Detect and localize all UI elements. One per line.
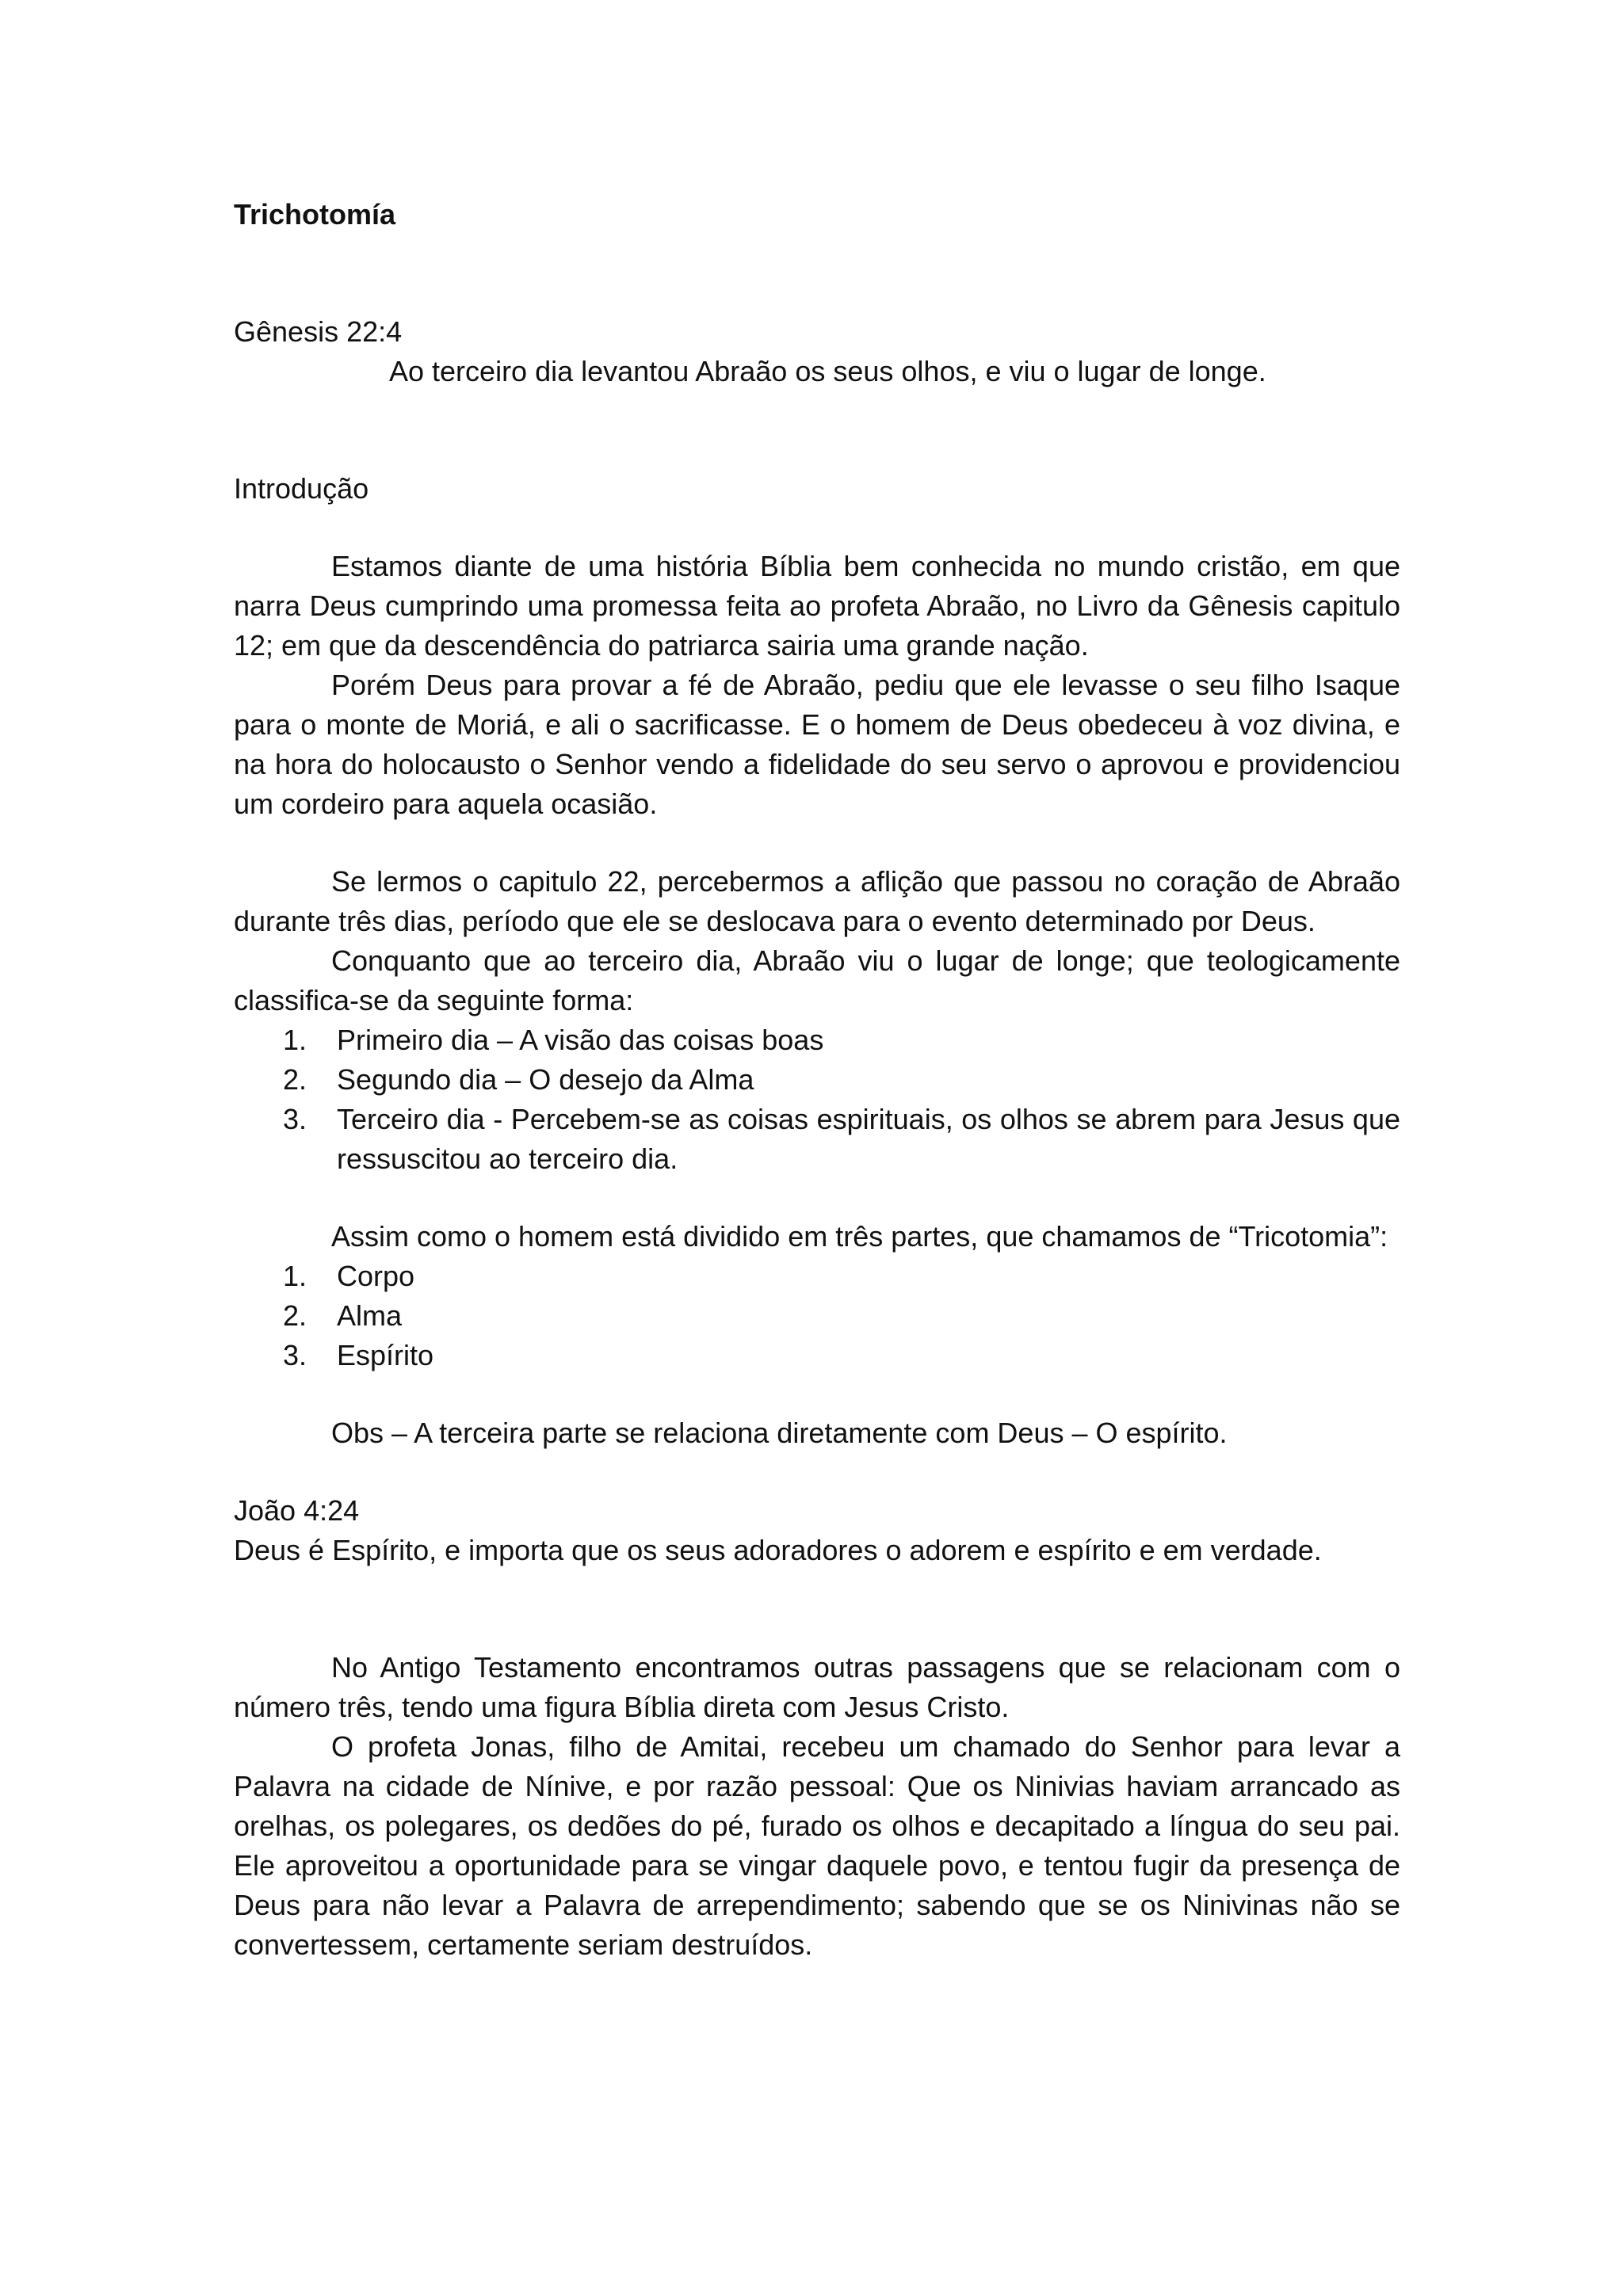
list-text: Terceiro dia - Percebem-se as coisas espirituais, os olhos se abrem para Jesus que ressuscitou ao terceiro dia. xyxy=(337,1103,1400,1175)
list-number: 1. xyxy=(283,1260,307,1292)
paragraph-4: Conquanto que ao terceiro dia, Abraão viu o lugar de longe; que teologicamente classifica-se da seguinte forma: xyxy=(234,944,1400,1016)
epigraph-text: Ao terceiro dia levantou Abraão os seus olhos, e viu o lugar de longe. xyxy=(389,355,1266,387)
parts-list xyxy=(234,1257,1400,1375)
document-body xyxy=(234,195,1400,1965)
paragraph-5: Assim como o homem está dividido em três partes, que chamamos de “Tricotomia”: xyxy=(331,1220,1388,1253)
list-number: 2. xyxy=(283,1063,307,1096)
john-reference: João 4:24 xyxy=(234,1494,360,1527)
paragraph-3: Se lermos o capitulo 22, percebermos a aflição que passou no coração de Abraão durante três dias, período que ele se deslocava para o evento determinado por Deus. xyxy=(234,865,1400,937)
paragraph-7: O profeta Jonas, filho de Amitai, recebeu um chamado do Senhor para levar a Palavra na cidade de Nínive, e por razão pessoal: Que os Ninivias haviam arrancado as orelhas, os polegares, os dedões do pé, furado os olhos e decapitado a língua do seu pai. Ele aproveitou a oportunidade para se vingar daquele povo, e tentou fugir da presença de Deus para não levar a Palavra de arrependimento; sabendo que se os Ninivinas não se convertessem, certamente seriam destruídos. xyxy=(234,1730,1400,1961)
intro-heading: Introdução xyxy=(234,472,369,505)
epigraph-reference: Gênesis 22:4 xyxy=(234,315,403,348)
paragraph-1: Estamos diante de uma história Bíblia bem conhecida no mundo cristão, em que narra Deus cumprindo uma promessa feita ao profeta Abraão, no Livro da Gênesis capitulo 12; em que da descendência do patriarca sairia uma grande nação. xyxy=(234,550,1400,662)
list-item xyxy=(234,1020,1400,1060)
list-item xyxy=(234,1336,1400,1375)
list-text: Segundo dia – O desejo da Alma xyxy=(337,1063,754,1096)
days-list xyxy=(234,1020,1400,1179)
list-text: Alma xyxy=(337,1299,403,1332)
paragraph-2: Porém Deus para provar a fé de Abraão, pediu que ele levasse o seu filho Isaque para o monte de Moriá, e ali o sacrificasse. E o homem de Deus obedeceu à voz divina, e na hora do holocausto o Senhor vendo a fidelidade do seu servo o aprovou e providenciou um cordeiro para aquela ocasião. xyxy=(234,669,1400,820)
list-item xyxy=(234,1296,1400,1336)
list-item xyxy=(234,1257,1400,1296)
list-number: 3. xyxy=(283,1103,307,1135)
list-item xyxy=(234,1100,1400,1179)
obs-note: Obs – A terceira parte se relaciona diretamente com Deus – O espírito. xyxy=(331,1417,1228,1449)
list-number: 1. xyxy=(283,1024,307,1056)
list-number: 3. xyxy=(283,1339,307,1371)
john-quote-text: Deus é Espírito, e importa que os seus adoradores o adorem e espírito e em verdade. xyxy=(234,1534,1322,1566)
list-text: Primeiro dia – A visão das coisas boas xyxy=(337,1024,824,1056)
list-text: Corpo xyxy=(337,1260,415,1292)
paragraph-6: No Antigo Testamento encontramos outras passagens que se relacionam com o número três, tendo uma figura Bíblia direta com Jesus Cristo. xyxy=(234,1651,1400,1723)
list-number: 2. xyxy=(283,1299,307,1332)
list-item xyxy=(234,1060,1400,1100)
list-text: Espírito xyxy=(337,1339,434,1371)
page-title: Trichotomía xyxy=(234,198,396,231)
